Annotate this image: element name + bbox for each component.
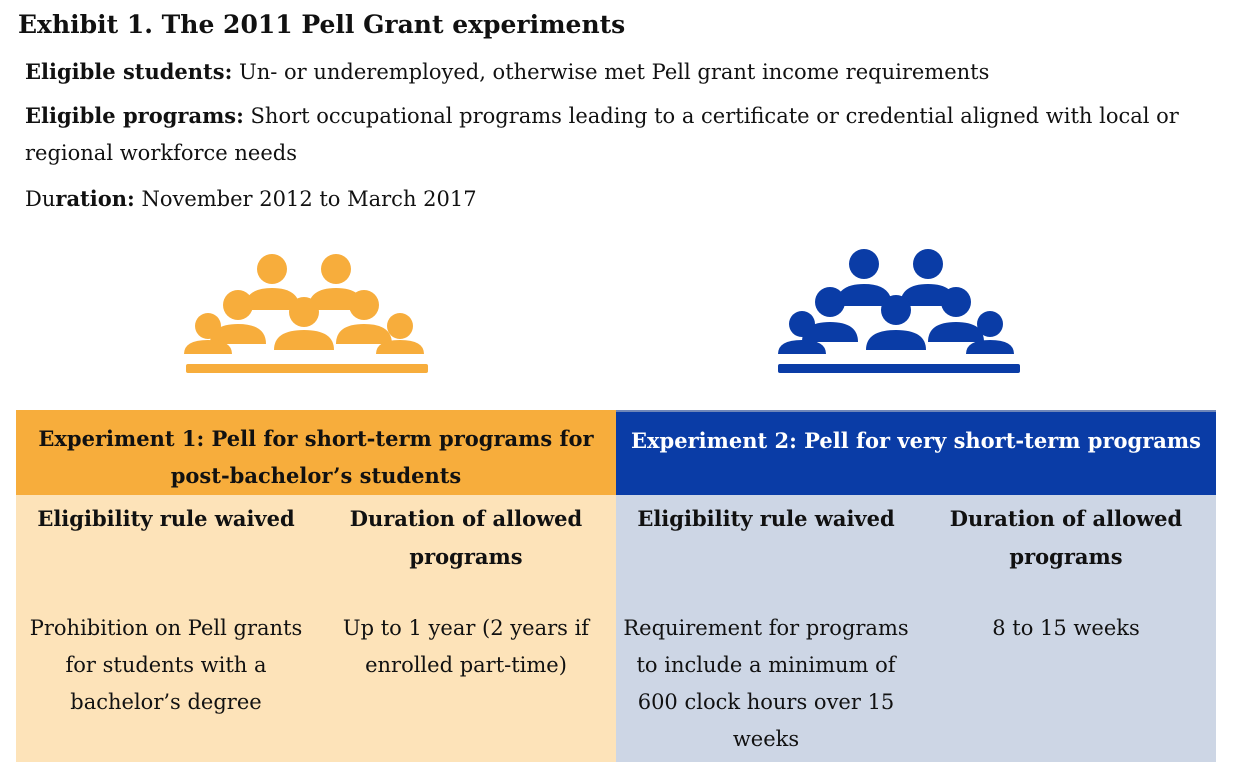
- experiment-1-duration-header: Duration of allowed programs: [349, 506, 583, 569]
- duration-prefix: Du: [25, 187, 56, 211]
- eligible-programs-label: Eligible programs:: [25, 103, 244, 128]
- experiments-table: [16, 410, 1216, 762]
- experiment-2-column: [616, 410, 1216, 762]
- exhibit-title: Exhibit 1. The 2011 Pell Grant experiments: [18, 10, 626, 39]
- group-of-people-icon: [178, 240, 430, 384]
- experiment-2-rule-header: Eligibility rule waived: [637, 506, 895, 531]
- group-of-people-icon-graphic: [770, 240, 1022, 380]
- experiment-2-rule-waived: Requirement for programs to include a minimum of 600 clock hours over 15 weeks: [623, 616, 909, 751]
- eligible-students-value: Un- or underemployed, otherwise met Pell grant income requirements: [232, 60, 990, 84]
- duration-value: November 2012 to March 2017: [134, 187, 477, 211]
- eligible-programs-line: [25, 97, 1215, 172]
- duration-line: [25, 180, 1215, 218]
- group-of-people-icon: [770, 240, 1022, 384]
- experiment-2-duration-header: Duration of allowed programs: [949, 506, 1183, 569]
- experiment-1-rule-waived: Prohibition on Pell grants for students with a bachelor’s degree: [29, 616, 303, 714]
- experiment-2-header: Experiment 2: Pell for very short-term programs: [616, 410, 1216, 495]
- duration-label: ration:: [55, 186, 135, 211]
- experiment-1-rule-header: Eligibility rule waived: [37, 506, 295, 531]
- eligible-students-label: Eligible students:: [25, 59, 233, 84]
- eligible-programs-value: Short occupational programs leading to a certificate or credential aligned with local or regional workforce needs: [25, 104, 1179, 165]
- group-of-people-icon-graphic: [178, 240, 430, 380]
- experiment-1-column: [16, 410, 616, 762]
- experiment-1-duration: Up to 1 year (2 years if enrolled part-time): [342, 616, 590, 677]
- experiment-2-duration: 8 to 15 weeks: [992, 616, 1140, 640]
- experiment-1-header: Experiment 1: Pell for short-term programs for post-bachelor’s students: [16, 410, 616, 495]
- eligible-students-line: [25, 53, 1215, 91]
